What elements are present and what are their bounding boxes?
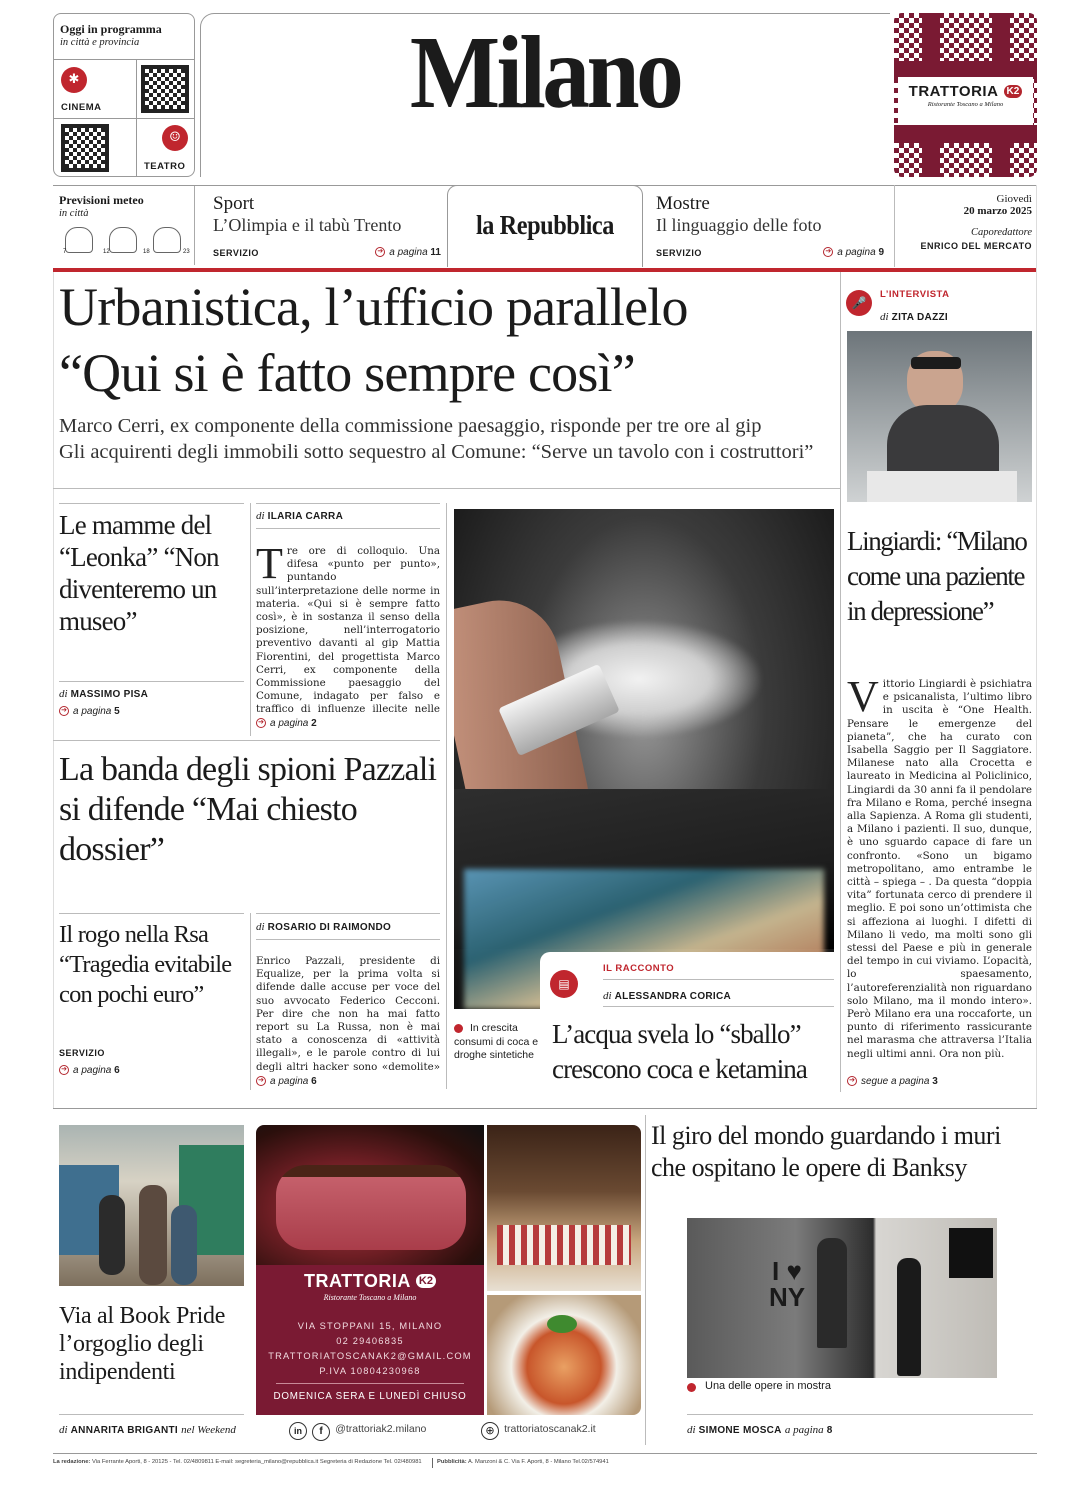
bookpride-byline: di ANNARITA BRIGANTI nel Weekend bbox=[59, 1424, 236, 1436]
lingiardi-photo[interactable] bbox=[847, 331, 1032, 502]
racconto-headline[interactable]: L’acqua svela lo “sballo” crescono coca e ketamina bbox=[552, 1019, 807, 1084]
raimondo-body: Enrico Pazzali, presidente di Equalize, per la prima volta si difende dalle accuse per voce del suo avvocato Federico Cecconi. Per dire che non ha mai fatto report su La Russa, non è mai stato a conoscenza di «attività illegali», e le parole contro di lui degli altri hacker sono «demolite» bbox=[256, 955, 440, 1073]
programma-title: Oggi in programma bbox=[60, 22, 162, 36]
spioni-headline[interactable]: La banda degli spioni Pazzali si difende “Mai chiesto dossier” bbox=[59, 751, 437, 868]
linkedin-icon: in bbox=[289, 1422, 307, 1440]
footer-pubblicita: Pubblicità: A. Manzoni & C. Via F. Aporti, 8 - Milano Tel.02/574941 bbox=[437, 1459, 609, 1465]
dateline bbox=[896, 193, 1032, 251]
carra-pointer[interactable]: ➔ a pagina 2 bbox=[256, 718, 317, 729]
rsa-pointer[interactable]: ➔ a pagina 6 bbox=[59, 1065, 120, 1076]
sport-pointer[interactable]: ➔ a pagina 11 bbox=[375, 247, 441, 258]
raimondo-pointer[interactable]: ➔ a pagina 6 bbox=[256, 1076, 317, 1087]
rsa-tag: SERVIZIO bbox=[59, 1048, 105, 1058]
social-icons bbox=[289, 1419, 489, 1439]
dateline-role: Caporedattore bbox=[970, 227, 1032, 238]
red-divider bbox=[53, 268, 1037, 272]
rsa-headline[interactable]: Il rogo nella Rsa “Tragedia evitabile con pochi euro” bbox=[59, 921, 232, 1008]
footer-redazione: La redazione: Via Ferrante Aporti, 8 - 20125 - Tel. 02/4809811 E-mail: segreteria_milano@repubblica.it Segreteria di Redazione Tel. 02/480981 bbox=[53, 1459, 422, 1465]
ad-top-trattoria[interactable] bbox=[894, 13, 1037, 177]
lead-sub-2: Gli acquirenti degli immobili sotto sequestro al Comune: “Serve un tavolo con i costruttori” bbox=[59, 441, 814, 463]
pasta-photo bbox=[487, 1295, 641, 1415]
intervista-byline: di ZITA DAZZI bbox=[880, 311, 948, 323]
lead-sub-1: Marco Cerri, ex componente della commissione paesaggio, risponde per tre ore al gip bbox=[59, 415, 762, 437]
masthead-title[interactable]: Milano bbox=[409, 15, 681, 130]
programma-subtitle: in città e provincia bbox=[60, 37, 140, 48]
carra-body: Tre ore di colloquio. Una difesa «punto per punto», puntando sull’interpretazione delle norme in materia. «Qui si è sempre fatto così», è in sostanza il senso della posizione, nell’interrogatorio preventivo davanti al gip Mattia Fiorentini, del progettista Marco Cerri, ex componente della Commissione paesaggio del Comune, indagato per falso e traffico di influenze illecite nelle bbox=[256, 545, 440, 716]
raimondo-byline: di ROSARIO DI RAIMONDO bbox=[256, 921, 392, 933]
racconto-byline: di ALESSANDRA CORICA bbox=[603, 990, 732, 1002]
mamme-pointer[interactable]: ➔ a pagina 5 bbox=[59, 706, 120, 717]
microphone-icon: 🎤 bbox=[846, 290, 872, 316]
ad-web: trattoriatoscanak2.it bbox=[504, 1423, 596, 1435]
racconto-card bbox=[540, 952, 834, 1012]
sport-teaser[interactable] bbox=[205, 185, 443, 265]
dateline-name: ENRICO DEL MERCATO bbox=[920, 241, 1032, 251]
meteo-subtitle: in città bbox=[59, 208, 89, 219]
ad-email: TRATTORIATOSCANAK2@GMAIL.COM bbox=[268, 1351, 472, 1361]
bookpride-photo[interactable] bbox=[59, 1125, 244, 1286]
dateline-day: Giovedì bbox=[996, 193, 1032, 205]
caption-icon-2 bbox=[687, 1383, 696, 1392]
ad-bottom-brand: TRATTORIA K2 bbox=[256, 1271, 484, 1292]
sport-tag: SERVIZIO bbox=[213, 248, 259, 258]
mostre-tag: SERVIZIO bbox=[656, 248, 702, 258]
web-block bbox=[481, 1419, 641, 1439]
mostre-pointer[interactable]: ➔ a pagina 9 bbox=[823, 247, 884, 258]
lead-headline-2[interactable]: “Qui si è fatto sempre così” bbox=[59, 343, 635, 403]
bookpride-headline[interactable]: Via al Book Pride l’orgoglio degli indipendenti bbox=[59, 1303, 226, 1385]
ad-bottom-trattoria[interactable]: TRATTORIA K2 Ristorante Toscano a Milano VIA STOPPANI 15, MILANO 02 29406835 TRATTORIATOSCANAK2@GMAIL.COM P.IVA 10804230968 DOMENICA SERA E LUNEDÌ CHIUSO in f @trattoriak2.milano ⊕ trattoriatoscanak2.it bbox=[256, 1125, 641, 1440]
lead-headline-1[interactable]: Urbanistica, l’ufficio parallelo bbox=[59, 277, 688, 337]
intervista-body: Vittorio Lingiardi è psichiatra e psicanalista, l’ultimo libro in uscita è “One Health. Pensare le emergenze del pianeta”, che ha curato con Isabella Saggio per Il Saggiatore. Milanese nato alla Crocetta e laureato in Medicina al Policlinico, Lingiardi da 30 anni fa il pendolare fra Milano e Roma, perché insegna alla Sapienza. A Roma gli studenti, a Milano i pazienti. Il suo, dunque, è uno sguardo capace di fare un confronto. «Sono un bigamo metropolitano, amo entrambe le città – spiega – . Da questa “doppia vita” fortunata cerco di prendere il meglio. E poi sono un’ottimista che si affeziona ai luoghi. I difetti di Milano li vedo, ma molti sono gli stessi del Paese e più in generale del tempo in cui viviamo. L’opacità, lo spaesamento, l’autoreferenzialità non riguardano solo Milano, ma il mondo intero». Però Milano era una roccaforte, un punto di riferimento rassicurante nel marasma che attraversa l’Italia negli ultimi anni. Ora non più. bbox=[847, 678, 1032, 1060]
sport-title: Sport bbox=[213, 193, 255, 214]
intervista-headline[interactable]: Lingiardi: “Milano come una paziente in depressione” bbox=[847, 526, 1027, 626]
mostre-title: Mostre bbox=[656, 193, 710, 214]
i-love-ny-graffiti: I ♥ NY bbox=[768, 1256, 806, 1312]
ad-top-brand: TRATTORIA K2 bbox=[898, 81, 1033, 100]
ad-social: @trattoriak2.milano bbox=[335, 1423, 427, 1435]
k2-logo-icon: K2 bbox=[1004, 85, 1023, 98]
sport-headline: L’Olimpia e il tabù Trento bbox=[213, 215, 402, 235]
teatro-label[interactable]: TEATRO bbox=[144, 161, 186, 172]
teatro-qr-icon[interactable] bbox=[61, 124, 109, 172]
meteo-title: Previsioni meteo bbox=[59, 193, 144, 207]
ad-phone: 02 29406835 bbox=[336, 1336, 404, 1346]
banksy-photo[interactable] bbox=[687, 1218, 997, 1378]
dateline-date: 20 marzo 2025 bbox=[963, 205, 1032, 217]
mostre-teaser[interactable] bbox=[648, 185, 888, 265]
mamme-byline: di MASSIMO PISA bbox=[59, 688, 149, 700]
meteo-icons: 7 12 18 23 bbox=[59, 225, 193, 259]
cinema-icon[interactable]: ✱ bbox=[61, 67, 87, 93]
restaurant-photo bbox=[487, 1125, 641, 1291]
drugs-photo[interactable] bbox=[454, 509, 834, 1009]
racconto-caption: In crescita consumi di coca e droghe sintetiche bbox=[454, 1022, 539, 1061]
mamme-headline[interactable]: Le mamme del “Leonka” “Non diventeremo un museo” bbox=[59, 510, 219, 636]
globe-icon: ⊕ bbox=[481, 1422, 499, 1440]
steak-photo bbox=[256, 1125, 484, 1265]
intervista-pointer[interactable]: ➔ segue a pagina 3 bbox=[847, 1076, 938, 1087]
teatro-icon[interactable]: ☺ bbox=[162, 125, 188, 151]
programma-box bbox=[53, 13, 195, 177]
carra-byline: di ILARIA CARRA bbox=[256, 510, 344, 522]
ad-address: VIA STOPPANI 15, MILANO bbox=[297, 1321, 443, 1331]
banksy-caption: Una delle opere in mostra bbox=[705, 1380, 831, 1392]
cinema-qr-icon[interactable] bbox=[141, 65, 189, 113]
facebook-icon: f bbox=[312, 1423, 330, 1441]
banksy-headline[interactable]: Il giro del mondo guardando i muri che ospitano le opere di Banksy bbox=[651, 1121, 1001, 1182]
mostre-headline: Il linguaggio delle foto bbox=[656, 215, 822, 235]
intervista-label: L’INTERVISTA bbox=[880, 289, 950, 300]
banksy-byline: di SIMONE MOSCA a pagina 8 bbox=[687, 1424, 833, 1436]
cinema-label[interactable]: CINEMA bbox=[61, 102, 102, 113]
speech-icon: ▤ bbox=[550, 970, 578, 998]
ad-top-tagline: Ristorante Toscano a Milano bbox=[927, 101, 1004, 108]
ad-closed: DOMENICA SERA E LUNEDÌ CHIUSO bbox=[273, 1391, 467, 1402]
racconto-label: IL RACCONTO bbox=[603, 963, 675, 974]
repubblica-logo[interactable]: la Repubblica bbox=[476, 210, 614, 240]
ad-piva: P.IVA 10804230968 bbox=[319, 1366, 421, 1376]
k2-bottom-logo-icon: K2 bbox=[416, 1274, 436, 1288]
